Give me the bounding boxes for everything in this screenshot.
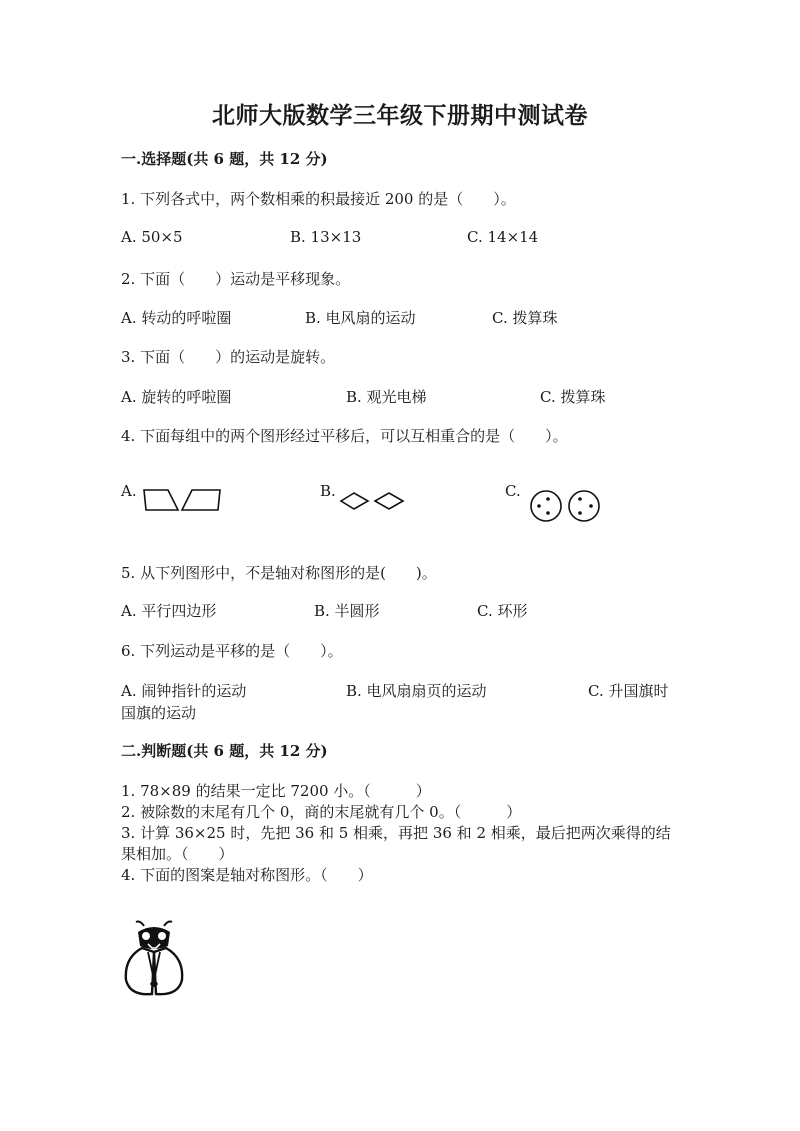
q1-option-c: C. 14×14 xyxy=(467,228,539,246)
q3-option-c: C. 拨算珠 xyxy=(540,388,606,406)
question-5: 5. 从下列图形中，不是轴对称图形的是( )。 xyxy=(121,564,437,582)
rhombus-pair-icon xyxy=(338,490,408,512)
q6-option-a: A. 闹钟指针的运动 xyxy=(121,682,247,700)
page-title: 北师大版数学三年级下册期中测试卷 xyxy=(212,102,588,129)
q5-option-a: A. 平行四边形 xyxy=(121,602,217,620)
q6-option-c: C. 升国旗时 xyxy=(588,682,669,700)
judge-item-3: 3. 计算 36×25 时，先把 36 和 5 相乘，再把 36 和 2 相乘，最后把两次乘得的结 xyxy=(121,824,671,842)
q5-option-b: B. 半圆形 xyxy=(314,602,380,620)
q4-option-b: B. xyxy=(320,482,336,500)
question-6: 6. 下列运动是平移的是（ ）。 xyxy=(121,642,343,660)
q5-option-c: C. 环形 xyxy=(477,602,528,620)
q2-option-c: C. 拨算珠 xyxy=(492,309,558,327)
q3-option-a: A. 旋转的呼啦圈 xyxy=(121,388,232,406)
q6-option-b: B. 电风扇扇页的运动 xyxy=(346,682,487,700)
q1-option-b: B. 13×13 xyxy=(290,228,362,246)
section1-heading: 一.选择题(共 6 题，共 12 分) xyxy=(121,150,328,168)
question-3: 3. 下面（ ）的运动是旋转。 xyxy=(121,348,336,366)
judge-item-2: 2. 被除数的末尾有几个 0，商的末尾就有几个 0。（ ） xyxy=(121,803,522,821)
q3-option-b: B. 观光电梯 xyxy=(346,388,427,406)
section2-heading: 二.判断题(共 6 题，共 12 分) xyxy=(121,742,328,760)
question-1: 1. 下列各式中，两个数相乘的积最接近 200 的是（ ）。 xyxy=(121,190,516,208)
judge-item-1: 1. 78×89 的结果一定比 7200 小。（ ） xyxy=(121,782,431,800)
q2-option-b: B. 电风扇的运动 xyxy=(305,309,416,327)
q2-option-a: A. 转动的呼啦圈 xyxy=(121,309,232,327)
parallelogram-pair-icon xyxy=(140,486,224,514)
question-2: 2. 下面（ ）运动是平移现象。 xyxy=(121,270,351,288)
q6-option-c-continuation: 国旗的运动 xyxy=(121,704,197,722)
question-4: 4. 下面每组中的两个图形经过平移后，可以互相重合的是（ ）。 xyxy=(121,427,568,445)
cicada-drawing-icon xyxy=(122,918,186,1002)
q1-option-a: A. 50×5 xyxy=(121,228,183,246)
q4-option-a: A. xyxy=(121,482,137,500)
judge-item-3-continuation: 果相加。（ ） xyxy=(121,845,234,863)
judge-item-4: 4. 下面的图案是轴对称图形。（ ） xyxy=(121,866,373,884)
dotted-circle-pair-icon xyxy=(528,489,604,523)
q4-option-c: C. xyxy=(505,482,521,500)
